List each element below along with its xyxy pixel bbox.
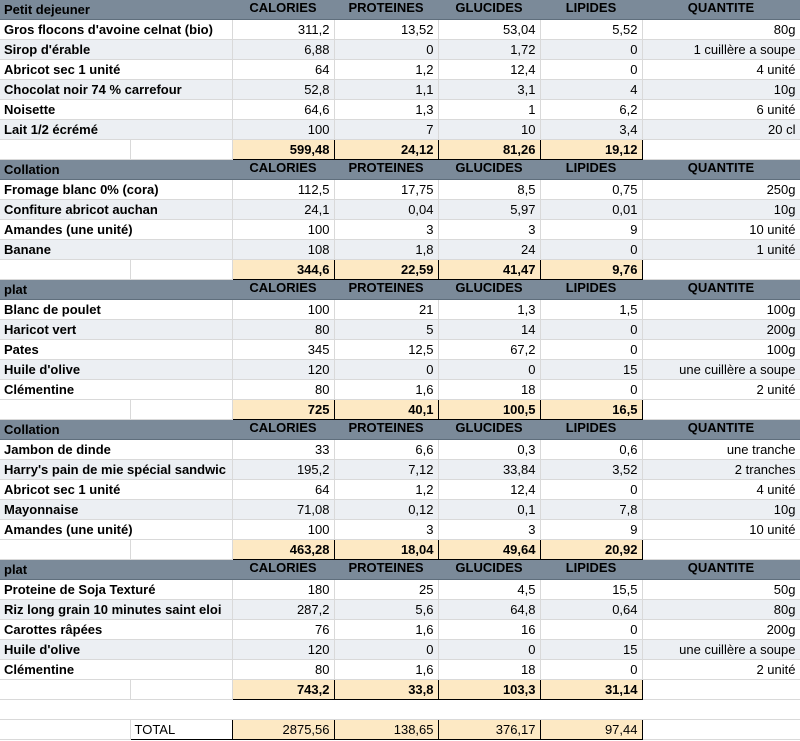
food-row	[0, 80, 800, 100]
food-row	[0, 460, 800, 480]
lipides-cell[interactable]: 3,4	[540, 120, 642, 140]
empty-cell[interactable]	[130, 540, 232, 560]
glucides-cell[interactable]: 8,5	[438, 180, 540, 200]
grand-total-proteines[interactable]: 138,65	[334, 720, 438, 740]
quantite-cell[interactable]: 20 cl	[642, 120, 800, 140]
grand-total-label[interactable]: TOTAL	[130, 720, 232, 740]
section-title: plat	[0, 560, 232, 580]
column-header-lipides: LIPIDES	[540, 160, 642, 180]
calories-cell[interactable]: 287,2	[232, 600, 334, 620]
quantite-cell[interactable]: 10g	[642, 200, 800, 220]
total-proteines[interactable]: 24,12	[334, 140, 438, 160]
lipides-cell[interactable]: 0,01	[540, 200, 642, 220]
proteines-cell[interactable]: 1,3	[334, 100, 438, 120]
section-title: plat	[0, 280, 232, 300]
food-name[interactable]: Blanc de poulet	[0, 300, 232, 320]
quantite-cell[interactable]: 100g	[642, 340, 800, 360]
food-row	[0, 500, 800, 520]
food-row	[0, 440, 800, 460]
quantite-cell[interactable]: 2 unité	[642, 380, 800, 400]
calories-cell[interactable]: 24,1	[232, 200, 334, 220]
proteines-cell[interactable]: 1,8	[334, 240, 438, 260]
column-header-quantite: QUANTITE	[642, 560, 800, 580]
column-header-glucides: GLUCIDES	[438, 420, 540, 440]
total-calories[interactable]: 743,2	[232, 680, 334, 700]
column-header-calories: CALORIES	[232, 280, 334, 300]
proteines-cell[interactable]: 7,12	[334, 460, 438, 480]
total-glucides[interactable]: 41,47	[438, 260, 540, 280]
lipides-cell[interactable]: 0	[540, 40, 642, 60]
lipides-cell[interactable]: 1,5	[540, 300, 642, 320]
empty-cell[interactable]	[0, 720, 130, 740]
empty-cell[interactable]	[642, 140, 800, 160]
quantite-cell[interactable]: une cuillère a soupe	[642, 640, 800, 660]
proteines-cell[interactable]: 17,75	[334, 180, 438, 200]
proteines-cell[interactable]: 25	[334, 580, 438, 600]
food-name[interactable]: Abricot sec 1 unité	[0, 60, 232, 80]
food-row	[0, 200, 800, 220]
calories-cell[interactable]: 120	[232, 640, 334, 660]
calories-cell[interactable]: 80	[232, 320, 334, 340]
food-row	[0, 100, 800, 120]
glucides-cell[interactable]: 53,04	[438, 20, 540, 40]
food-name[interactable]: Abricot sec 1 unité	[0, 480, 232, 500]
quantite-cell[interactable]: 200g	[642, 320, 800, 340]
lipides-cell[interactable]: 3,52	[540, 460, 642, 480]
glucides-cell[interactable]: 5,97	[438, 200, 540, 220]
glucides-cell[interactable]: 12,4	[438, 480, 540, 500]
proteines-cell[interactable]: 0,12	[334, 500, 438, 520]
food-row	[0, 520, 800, 540]
section-title: Collation	[0, 160, 232, 180]
section-header-row	[0, 0, 800, 20]
total-glucides[interactable]: 81,26	[438, 140, 540, 160]
glucides-cell[interactable]: 33,84	[438, 460, 540, 480]
lipides-cell[interactable]: 0,6	[540, 440, 642, 460]
empty-cell[interactable]	[334, 700, 438, 720]
food-row	[0, 40, 800, 60]
food-name[interactable]: Amandes (une unité)	[0, 220, 232, 240]
glucides-cell[interactable]: 14	[438, 320, 540, 340]
quantite-cell[interactable]: 80g	[642, 600, 800, 620]
total-lipides[interactable]: 9,76	[540, 260, 642, 280]
lipides-cell[interactable]: 0	[540, 60, 642, 80]
lipides-cell[interactable]: 0	[540, 340, 642, 360]
glucides-cell[interactable]: 10	[438, 120, 540, 140]
empty-cell[interactable]	[642, 260, 800, 280]
food-name[interactable]: Sirop d'érable	[0, 40, 232, 60]
proteines-cell[interactable]: 1,2	[334, 480, 438, 500]
empty-cell[interactable]	[130, 700, 232, 720]
glucides-cell[interactable]: 0,3	[438, 440, 540, 460]
column-header-quantite: QUANTITE	[642, 0, 800, 20]
food-row	[0, 320, 800, 340]
proteines-cell[interactable]: 3	[334, 220, 438, 240]
total-lipides[interactable]: 31,14	[540, 680, 642, 700]
total-glucides[interactable]: 49,64	[438, 540, 540, 560]
lipides-cell[interactable]: 0	[540, 380, 642, 400]
column-header-calories: CALORIES	[232, 420, 334, 440]
calories-cell[interactable]: 6,88	[232, 40, 334, 60]
proteines-cell[interactable]: 5,6	[334, 600, 438, 620]
calories-cell[interactable]: 100	[232, 300, 334, 320]
food-name[interactable]: Clémentine	[0, 380, 232, 400]
glucides-cell[interactable]: 67,2	[438, 340, 540, 360]
section-header-row	[0, 160, 800, 180]
empty-cell[interactable]	[540, 700, 642, 720]
food-row	[0, 60, 800, 80]
grand-total-calories[interactable]: 2875,56	[232, 720, 334, 740]
lipides-cell[interactable]: 0	[540, 240, 642, 260]
quantite-cell[interactable]: 1 unité	[642, 240, 800, 260]
total-calories[interactable]: 599,48	[232, 140, 334, 160]
blank-row	[0, 700, 800, 720]
total-glucides[interactable]: 103,3	[438, 680, 540, 700]
food-row	[0, 240, 800, 260]
proteines-cell[interactable]: 3	[334, 520, 438, 540]
calories-cell[interactable]: 76	[232, 620, 334, 640]
calories-cell[interactable]: 71,08	[232, 500, 334, 520]
total-proteines[interactable]: 22,59	[334, 260, 438, 280]
section-total-row	[0, 540, 800, 560]
food-row	[0, 120, 800, 140]
food-row	[0, 300, 800, 320]
food-name[interactable]: Carottes râpées	[0, 620, 232, 640]
lipides-cell[interactable]: 0	[540, 320, 642, 340]
section-header-row	[0, 280, 800, 300]
total-proteines[interactable]: 33,8	[334, 680, 438, 700]
proteines-cell[interactable]: 0	[334, 40, 438, 60]
column-header-quantite: QUANTITE	[642, 420, 800, 440]
column-header-proteines: PROTEINES	[334, 0, 438, 20]
food-name[interactable]: Lait 1/2 écrémé	[0, 120, 232, 140]
empty-cell[interactable]	[0, 540, 130, 560]
empty-cell[interactable]	[0, 680, 130, 700]
proteines-cell[interactable]: 0	[334, 360, 438, 380]
proteines-cell[interactable]: 1,6	[334, 660, 438, 680]
quantite-cell[interactable]: 6 unité	[642, 100, 800, 120]
quantite-cell[interactable]: 250g	[642, 180, 800, 200]
column-header-calories: CALORIES	[232, 560, 334, 580]
calories-cell[interactable]: 100	[232, 220, 334, 240]
section-title: Collation	[0, 420, 232, 440]
lipides-cell[interactable]: 9	[540, 520, 642, 540]
column-header-lipides: LIPIDES	[540, 0, 642, 20]
column-header-proteines: PROTEINES	[334, 560, 438, 580]
lipides-cell[interactable]: 15	[540, 640, 642, 660]
food-name[interactable]: Noisette	[0, 100, 232, 120]
food-name[interactable]: Haricot vert	[0, 320, 232, 340]
proteines-cell[interactable]: 0,04	[334, 200, 438, 220]
food-row	[0, 20, 800, 40]
calories-cell[interactable]: 311,2	[232, 20, 334, 40]
total-calories[interactable]: 725	[232, 400, 334, 420]
food-row	[0, 640, 800, 660]
food-row	[0, 620, 800, 640]
total-calories[interactable]: 344,6	[232, 260, 334, 280]
quantite-cell[interactable]: 10 unité	[642, 520, 800, 540]
empty-cell[interactable]	[0, 260, 130, 280]
total-calories[interactable]: 463,28	[232, 540, 334, 560]
food-name[interactable]: Mayonnaise	[0, 500, 232, 520]
calories-cell[interactable]: 108	[232, 240, 334, 260]
section-header-row	[0, 420, 800, 440]
grand-total-glucides[interactable]: 376,17	[438, 720, 540, 740]
lipides-cell[interactable]: 0,75	[540, 180, 642, 200]
glucides-cell[interactable]: 1,72	[438, 40, 540, 60]
proteines-cell[interactable]: 21	[334, 300, 438, 320]
glucides-cell[interactable]: 18	[438, 380, 540, 400]
proteines-cell[interactable]: 0	[334, 640, 438, 660]
glucides-cell[interactable]: 4,5	[438, 580, 540, 600]
glucides-cell[interactable]: 0	[438, 640, 540, 660]
column-header-glucides: GLUCIDES	[438, 160, 540, 180]
calories-cell[interactable]: 112,5	[232, 180, 334, 200]
glucides-cell[interactable]: 3	[438, 520, 540, 540]
total-glucides[interactable]: 100,5	[438, 400, 540, 420]
food-name[interactable]: Huile d'olive	[0, 640, 232, 660]
section-header-row	[0, 560, 800, 580]
calories-cell[interactable]: 80	[232, 660, 334, 680]
glucides-cell[interactable]: 16	[438, 620, 540, 640]
empty-cell[interactable]	[642, 400, 800, 420]
column-header-lipides: LIPIDES	[540, 280, 642, 300]
quantite-cell[interactable]: 80g	[642, 20, 800, 40]
glucides-cell[interactable]: 3	[438, 220, 540, 240]
food-name[interactable]: Confiture abricot auchan	[0, 200, 232, 220]
food-row	[0, 600, 800, 620]
lipides-cell[interactable]: 7,8	[540, 500, 642, 520]
quantite-cell[interactable]: 2 tranches	[642, 460, 800, 480]
proteines-cell[interactable]: 1,6	[334, 620, 438, 640]
empty-cell[interactable]	[438, 700, 540, 720]
glucides-cell[interactable]: 0	[438, 360, 540, 380]
food-name[interactable]: Riz long grain 10 minutes saint eloi	[0, 600, 232, 620]
column-header-quantite: QUANTITE	[642, 280, 800, 300]
lipides-cell[interactable]: 4	[540, 80, 642, 100]
lipides-cell[interactable]: 5,52	[540, 20, 642, 40]
lipides-cell[interactable]: 15,5	[540, 580, 642, 600]
empty-cell[interactable]	[130, 400, 232, 420]
food-name[interactable]: Chocolat noir 74 % carrefour	[0, 80, 232, 100]
proteines-cell[interactable]: 12,5	[334, 340, 438, 360]
quantite-cell[interactable]: une cuillère a soupe	[642, 360, 800, 380]
total-lipides[interactable]: 16,5	[540, 400, 642, 420]
lipides-cell[interactable]: 0	[540, 660, 642, 680]
column-header-glucides: GLUCIDES	[438, 280, 540, 300]
calories-cell[interactable]: 64,6	[232, 100, 334, 120]
calories-cell[interactable]: 64	[232, 60, 334, 80]
empty-cell[interactable]	[0, 400, 130, 420]
column-header-calories: CALORIES	[232, 0, 334, 20]
proteines-cell[interactable]: 13,52	[334, 20, 438, 40]
total-proteines[interactable]: 40,1	[334, 400, 438, 420]
column-header-proteines: PROTEINES	[334, 420, 438, 440]
quantite-cell[interactable]: 200g	[642, 620, 800, 640]
lipides-cell[interactable]: 0	[540, 620, 642, 640]
food-row	[0, 360, 800, 380]
glucides-cell[interactable]: 64,8	[438, 600, 540, 620]
proteines-cell[interactable]: 7	[334, 120, 438, 140]
calories-cell[interactable]: 100	[232, 120, 334, 140]
column-header-quantite: QUANTITE	[642, 160, 800, 180]
food-name[interactable]: Proteine de Soja Texturé	[0, 580, 232, 600]
calories-cell[interactable]: 345	[232, 340, 334, 360]
food-name[interactable]: Banane	[0, 240, 232, 260]
food-row	[0, 180, 800, 200]
total-lipides[interactable]: 19,12	[540, 140, 642, 160]
quantite-cell[interactable]: 10g	[642, 80, 800, 100]
quantite-cell[interactable]: 100g	[642, 300, 800, 320]
food-name[interactable]: Jambon de dinde	[0, 440, 232, 460]
total-lipides[interactable]: 20,92	[540, 540, 642, 560]
quantite-cell[interactable]: 10 unité	[642, 220, 800, 240]
lipides-cell[interactable]: 0,64	[540, 600, 642, 620]
calories-cell[interactable]: 52,8	[232, 80, 334, 100]
calories-cell[interactable]: 80	[232, 380, 334, 400]
proteines-cell[interactable]: 1,1	[334, 80, 438, 100]
calories-cell[interactable]: 120	[232, 360, 334, 380]
lipides-cell[interactable]: 0	[540, 480, 642, 500]
proteines-cell[interactable]: 1,2	[334, 60, 438, 80]
grand-total-lipides[interactable]: 97,44	[540, 720, 642, 740]
empty-cell[interactable]	[130, 140, 232, 160]
food-row	[0, 480, 800, 500]
quantite-cell[interactable]: 4 unité	[642, 60, 800, 80]
column-header-glucides: GLUCIDES	[438, 0, 540, 20]
column-header-lipides: LIPIDES	[540, 420, 642, 440]
food-row	[0, 220, 800, 240]
glucides-cell[interactable]: 12,4	[438, 60, 540, 80]
empty-cell[interactable]	[130, 680, 232, 700]
quantite-cell[interactable]: 10g	[642, 500, 800, 520]
column-header-proteines: PROTEINES	[334, 160, 438, 180]
column-header-lipides: LIPIDES	[540, 560, 642, 580]
total-proteines[interactable]: 18,04	[334, 540, 438, 560]
food-row	[0, 380, 800, 400]
calories-cell[interactable]: 180	[232, 580, 334, 600]
grand-total-row	[0, 720, 800, 740]
food-name[interactable]: Huile d'olive	[0, 360, 232, 380]
food-name[interactable]: Pates	[0, 340, 232, 360]
empty-cell[interactable]	[130, 260, 232, 280]
proteines-cell[interactable]: 5	[334, 320, 438, 340]
empty-cell[interactable]	[0, 700, 130, 720]
food-name[interactable]: Fromage blanc 0% (cora)	[0, 180, 232, 200]
glucides-cell[interactable]: 0,1	[438, 500, 540, 520]
section-title: Petit dejeuner	[0, 0, 232, 20]
calories-cell[interactable]: 64	[232, 480, 334, 500]
quantite-cell[interactable]: 1 cuillère a soupe	[642, 40, 800, 60]
glucides-cell[interactable]: 1	[438, 100, 540, 120]
food-name[interactable]: Amandes (une unité)	[0, 520, 232, 540]
glucides-cell[interactable]: 3,1	[438, 80, 540, 100]
quantite-cell[interactable]: 50g	[642, 580, 800, 600]
quantite-cell[interactable]: une tranche	[642, 440, 800, 460]
calories-cell[interactable]: 100	[232, 520, 334, 540]
empty-cell[interactable]	[0, 140, 130, 160]
section-total-row	[0, 400, 800, 420]
glucides-cell[interactable]: 1,3	[438, 300, 540, 320]
section-total-row	[0, 140, 800, 160]
empty-cell[interactable]	[642, 680, 800, 700]
lipides-cell[interactable]: 6,2	[540, 100, 642, 120]
food-name[interactable]: Gros flocons d'avoine celnat (bio)	[0, 20, 232, 40]
proteines-cell[interactable]: 6,6	[334, 440, 438, 460]
section-total-row	[0, 260, 800, 280]
section-total-row	[0, 680, 800, 700]
food-row	[0, 340, 800, 360]
food-row	[0, 660, 800, 680]
glucides-cell[interactable]: 24	[438, 240, 540, 260]
empty-cell[interactable]	[642, 700, 800, 720]
calories-cell[interactable]: 33	[232, 440, 334, 460]
glucides-cell[interactable]: 18	[438, 660, 540, 680]
food-name[interactable]: Clémentine	[0, 660, 232, 680]
proteines-cell[interactable]: 1,6	[334, 380, 438, 400]
food-name[interactable]: Harry's pain de mie spécial sandwic	[0, 460, 232, 480]
food-row	[0, 580, 800, 600]
lipides-cell[interactable]: 15	[540, 360, 642, 380]
empty-cell[interactable]	[642, 720, 800, 740]
quantite-cell[interactable]: 4 unité	[642, 480, 800, 500]
quantite-cell[interactable]: 2 unité	[642, 660, 800, 680]
column-header-calories: CALORIES	[232, 160, 334, 180]
calories-cell[interactable]: 195,2	[232, 460, 334, 480]
column-header-proteines: PROTEINES	[334, 280, 438, 300]
column-header-glucides: GLUCIDES	[438, 560, 540, 580]
lipides-cell[interactable]: 9	[540, 220, 642, 240]
empty-cell[interactable]	[642, 540, 800, 560]
empty-cell[interactable]	[232, 700, 334, 720]
